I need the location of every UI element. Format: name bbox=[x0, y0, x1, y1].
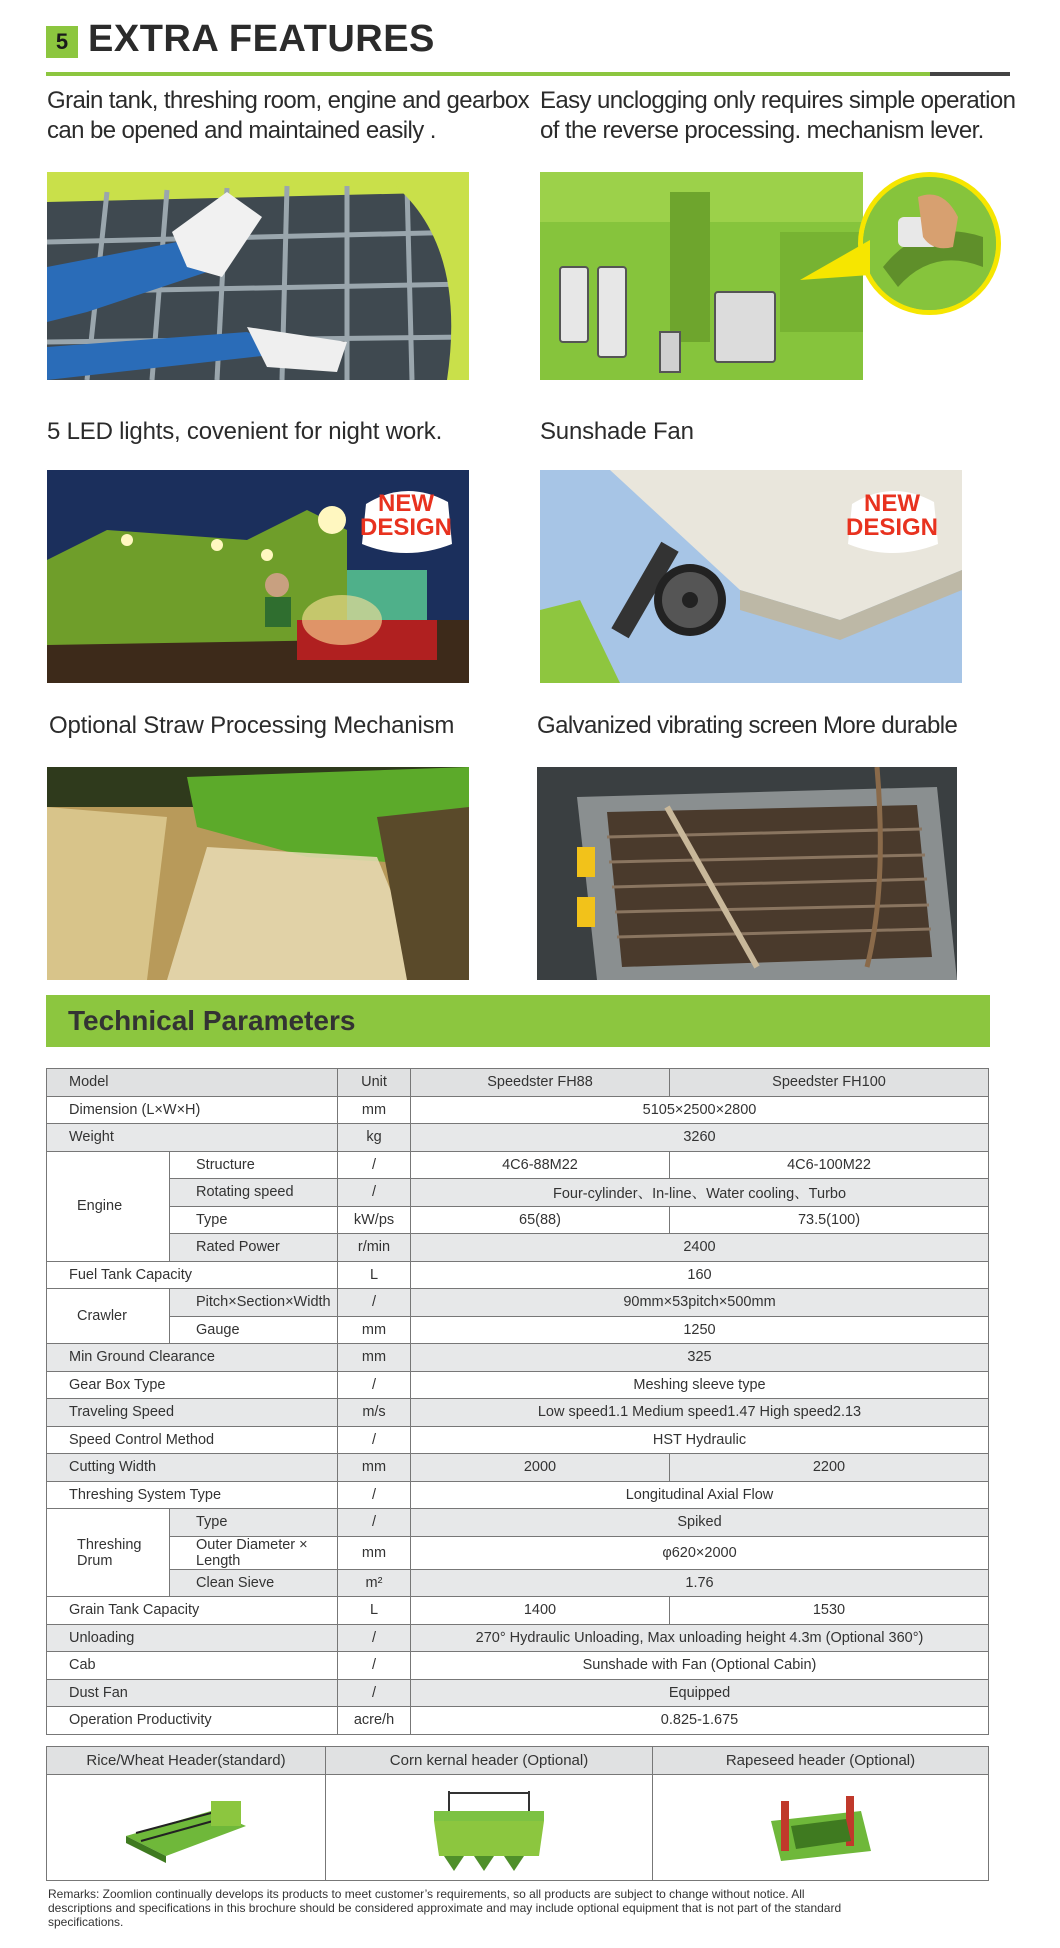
spec-row: Crawler Pitch×Section×Width / 90mm×53pitch×500mm bbox=[47, 1289, 989, 1317]
photo-straw-processing bbox=[47, 767, 469, 980]
feature-caption-fan: Sunshade Fan bbox=[540, 418, 694, 445]
header-rule-dark bbox=[930, 72, 1010, 76]
remarks: Remarks: Zoomlion continually develops its products to meet customer’s requirements, so all products are subject to change without notice. All descriptions and specifications in this brochure should be considered approximate and may include optional equipment that is not part of the standard specifications. bbox=[48, 1887, 842, 1929]
spec-row: Weight kg 3260 bbox=[47, 1124, 989, 1152]
section-title: EXTRA FEATURES bbox=[88, 18, 435, 60]
spec-row: Threshing Drum Type / Spiked bbox=[47, 1509, 989, 1537]
spec-row: Type kW/ps 65(88) 73.5(100) bbox=[47, 1206, 989, 1234]
spec-row: Clean Sieve m² 1.76 bbox=[47, 1569, 989, 1597]
spec-row: Speed Control Method / HST Hydraulic bbox=[47, 1426, 989, 1454]
corn-header-image bbox=[419, 1781, 559, 1871]
section-number: 5 bbox=[46, 26, 78, 58]
feature-caption-led: 5 LED lights, covenient for night work. bbox=[47, 418, 443, 445]
spec-row: Unloading / 270° Hydraulic Unloading, Max unloading height 4.3m (Optional 360°) bbox=[47, 1624, 989, 1652]
header-option-label: Rapeseed header (Optional) bbox=[653, 1747, 989, 1775]
spec-row: Outer Diameter × Length mm φ620×2000 bbox=[47, 1536, 989, 1569]
zoom-pointer bbox=[800, 240, 870, 300]
spec-row: Fuel Tank Capacity L 160 bbox=[47, 1261, 989, 1289]
new-design-badge: NEW DESIGN bbox=[356, 484, 456, 556]
spec-row: Grain Tank Capacity L 1400 1530 bbox=[47, 1597, 989, 1625]
tech-params-title-band bbox=[46, 995, 990, 1047]
spec-row: Cab / Sunshade with Fan (Optional Cabin) bbox=[47, 1652, 989, 1680]
feature-caption-straw: Optional Straw Processing Mechanism bbox=[49, 712, 455, 739]
header-rule-green bbox=[46, 72, 930, 76]
spec-row: Threshing System Type / Longitudinal Axial Flow bbox=[47, 1481, 989, 1509]
feature-caption-maintenance: Grain tank, threshing room, engine and gearbox can be opened and maintained easily . bbox=[47, 87, 530, 144]
spec-table bbox=[46, 1068, 989, 1735]
spec-row: Dimension (L×W×H) mm 5105×2500×2800 bbox=[47, 1096, 989, 1124]
photo-threshing-room bbox=[47, 172, 469, 380]
spec-row: Rated Power r/min 2400 bbox=[47, 1234, 989, 1262]
spec-header-row: Model Unit Speedster FH88 Speedster FH100 bbox=[47, 1069, 989, 1097]
spec-row: Dust Fan / Equipped bbox=[47, 1679, 989, 1707]
rapeseed-header-image bbox=[751, 1781, 891, 1871]
spec-row: Gear Box Type / Meshing sleeve type bbox=[47, 1371, 989, 1399]
header-option-label: Rice/Wheat Header(standard) bbox=[47, 1747, 326, 1775]
spec-row: Operation Productivity acre/h 0.825-1.675 bbox=[47, 1707, 989, 1735]
feature-caption-screen: Galvanized vibrating screen More durable bbox=[537, 712, 958, 739]
tech-params-title: Technical Parameters bbox=[68, 1005, 356, 1036]
lever-zoom-circle bbox=[858, 172, 1001, 315]
threshing-drum-label: Threshing Drum bbox=[47, 1509, 170, 1597]
spec-row: Traveling Speed m/s Low speed1.1 Medium speed1.47 High speed2.13 bbox=[47, 1399, 989, 1427]
spec-row: Min Ground Clearance mm 325 bbox=[47, 1344, 989, 1372]
spec-row: Cutting Width mm 2000 2200 bbox=[47, 1454, 989, 1482]
spec-row: Engine Structure / 4C6-88M22 4C6-100M22 bbox=[47, 1151, 989, 1179]
feature-caption-unclogging: Easy unclogging only requires simple operation of the reverse processing. mechanism lever. bbox=[540, 87, 1016, 144]
header-options-table bbox=[46, 1746, 989, 1881]
spec-row: Gauge mm 1250 bbox=[47, 1316, 989, 1344]
section-header bbox=[46, 14, 1010, 78]
spec-row: Rotating speed / Four-cylinder、In-line、Water cooling、Turbo bbox=[47, 1179, 989, 1207]
new-design-badge: NEW DESIGN bbox=[842, 484, 942, 556]
rice-wheat-header-image bbox=[116, 1781, 256, 1871]
photo-vibrating-screen bbox=[537, 767, 957, 980]
header-option-label: Corn kernal header (Optional) bbox=[326, 1747, 653, 1775]
